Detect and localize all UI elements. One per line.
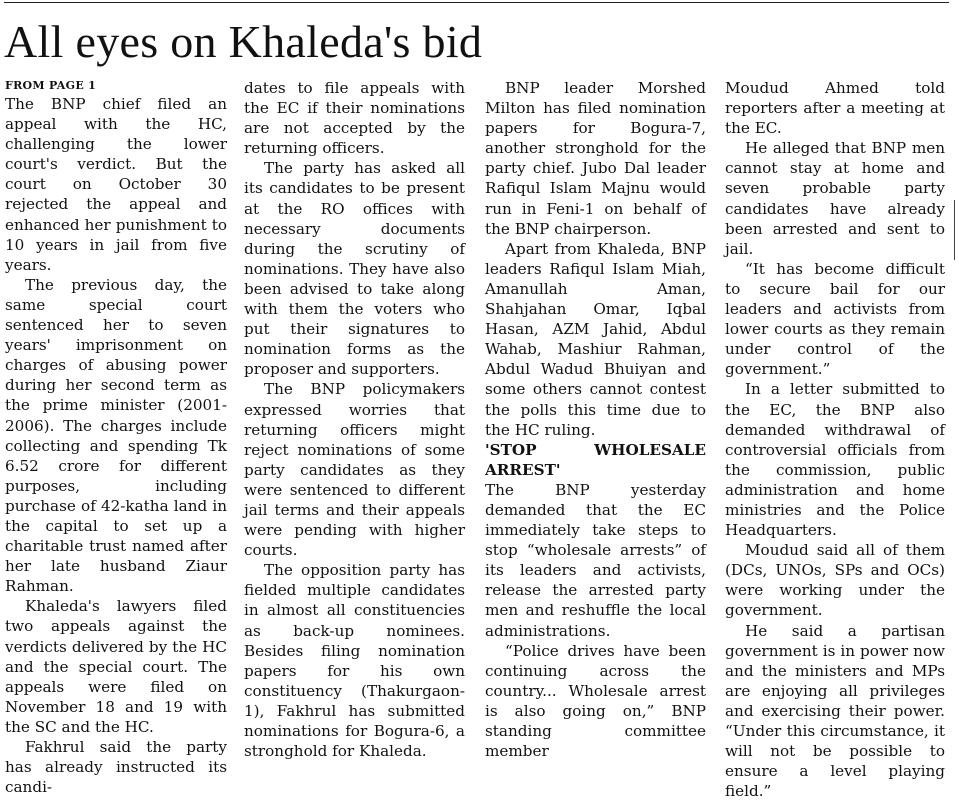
headline: All eyes on Khaleda's bid bbox=[4, 16, 483, 67]
column-edge-rule bbox=[954, 200, 955, 260]
paragraph: Apart from Khaleda, BNP leaders Rafiqul Islam Miah, Amanullah Aman, Shahjahan Omar, Iqbal Hasan, AZM Jahid, Abdul Wahab, Mashiur Rahman, Abdul Wadud Bhuiyan and some others cannot contest the polls this time due to the HC ruling. bbox=[485, 239, 706, 439]
paragraph: In a letter submitted to the EC, the BNP also demanded withdrawal of controversial officials from the commission, public administration and home ministries and the Police Headquarters. bbox=[725, 380, 945, 540]
paragraph: BNP leader Morshed Milton has filed nomination papers for Bogura-7, another stronghold for the party chief. Jubo Dal leader Rafiqul Islam Majnu would run in Feni-1 on behalf of the BNP chairperson. bbox=[485, 79, 706, 238]
paragraph: The previous day, the same special court sentenced her to seven years' imprisonment on charges of abusing power during her second term as the prime minister (2001-2006). The charges include collecting and spending Tk 6.52 crore for different purposes, including purchase of 42-katha land in the capital to set up a charitable trust named after her late husband Ziaur Rahman. bbox=[5, 275, 227, 596]
paragraph: He said a partisan government is in power now and the ministers and MPs are enjoying all privileges and exercising their power. “Under this circumstance, it will not be possible to ensure a level playing field.” bbox=[725, 621, 945, 801]
paragraph: The opposition party has fielded multiple candidates in almost all constituencies as back-up nominees. Besides filing nomination papers for his own constituency (Thakurgaon-1), Fakhrul has submitted nominations for Bogura-6, a stronghold for Khaleda. bbox=[244, 561, 465, 761]
paragraph: Khaleda's lawyers filed two appeals against the verdicts delivered by the HC and the special court. The appeals were filed on November 18 and 19 with the SC and the HC. bbox=[5, 597, 227, 736]
paragraph: “Police drives have been continuing across the country... Wholesale arrest is also going on,” BNP standing committee member bbox=[485, 641, 706, 761]
paragraph: “It has become difficult to secure bail for our leaders and activists from lower courts as they remain under control of the government.” bbox=[725, 259, 945, 379]
paragraph: The BNP yesterday demanded that the EC immediately take steps to stop “wholesale arrests” of its leaders and activists, release the arrested party men and reshuffle the local administrations. bbox=[485, 480, 706, 640]
paragraph: Moudud Ahmed told reporters after a meeting at the EC. bbox=[725, 79, 945, 138]
top-rule bbox=[4, 2, 949, 3]
column-2 bbox=[244, 78, 465, 761]
subhead: 'STOP WHOLESALE ARREST' bbox=[485, 440, 706, 479]
paragraph: The BNP chief filed an appeal with the HC, challenging the lower court's verdict. But the court on October 30 rejected the appeal and enhanced her punishment to 10 years in jail from five years. bbox=[5, 95, 227, 274]
column-3 bbox=[485, 78, 706, 761]
paragraph: Moudud said all of them (DCs, UNOs, SPs and OCs) were working under the government. bbox=[725, 541, 945, 620]
column-4 bbox=[725, 78, 945, 801]
paragraph: The party has asked all its candidates to be present at the RO offices with necessary documents during the scrutiny of nominations. They have also been advised to take along with them the voters who put their signatures to nomination forms as the proposer and supporters. bbox=[244, 159, 465, 379]
paragraph: The BNP policymakers expressed worries that returning officers might reject nominations of some party candidates as they were sentenced to different jail terms and their appeals were pending with higher courts. bbox=[244, 380, 465, 560]
paragraph: dates to file appeals with the EC if their nominations are not accepted by the returning officers. bbox=[244, 79, 465, 158]
kicker: FROM PAGE 1 bbox=[5, 79, 97, 92]
column-1 bbox=[5, 78, 227, 797]
paragraph: Fakhrul said the party has already instructed its candi- bbox=[5, 738, 227, 797]
paragraph: He alleged that BNP men cannot stay at home and seven probable party candidates have already been arrested and sent to jail. bbox=[725, 139, 945, 258]
